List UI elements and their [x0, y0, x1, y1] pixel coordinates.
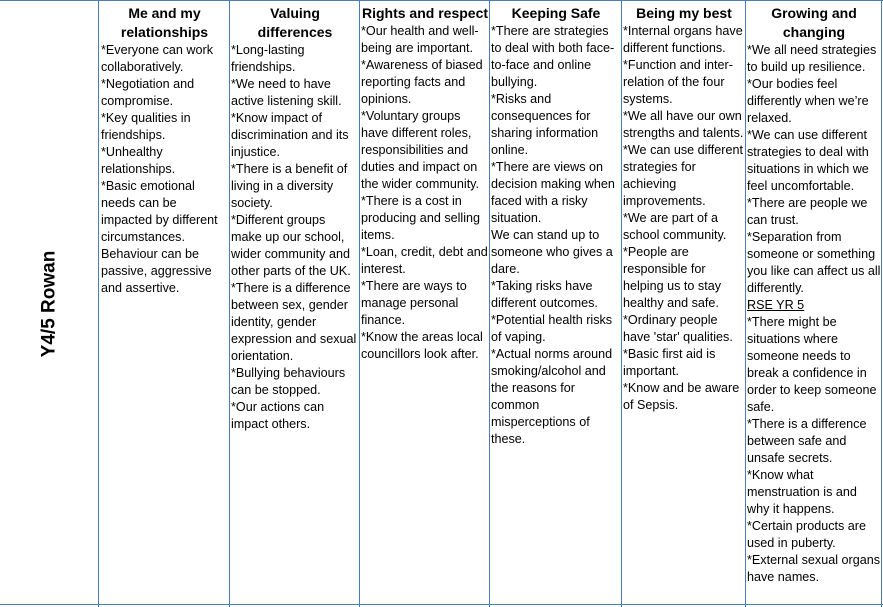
list-item: *Risks and consequences for sharing information online.	[491, 92, 599, 157]
column-heading: Being my best	[636, 5, 732, 21]
rse-subheading: RSE YR 5	[747, 298, 805, 312]
list-item: *Know the areas local councillors look after.	[361, 330, 483, 361]
list-item: *We are part of a school community.	[623, 211, 727, 242]
list-item: *Different groups make up our school, wider community and other parts of the UK.	[231, 213, 351, 278]
list-item: *We all need strategies to build up resilience.	[747, 43, 877, 74]
list-item: *Function and inter-relation of the four systems.	[623, 58, 733, 106]
list-item: *Separation from someone or something you like can affect us all differently.	[747, 230, 881, 295]
list-item: *There are strategies to deal with both face-to-face and online bullying.	[491, 24, 615, 89]
list-item: *Know what menstruation is and why it happens.	[747, 468, 857, 516]
list-item: *Our health and well-being are important.	[361, 24, 479, 55]
column-heading: Me and my relationships	[120, 5, 209, 40]
column-me-and-my-relationships	[101, 4, 228, 604]
column-heading: Growing and changing	[771, 5, 857, 40]
list-item: *Long-lasting friendships.	[231, 43, 305, 74]
list-item: *There is a difference between sex, gender identity, gender expression and sexual orientation.	[231, 281, 357, 363]
list-item: *Our bodies feel differently when we’re relaxed.	[747, 77, 869, 125]
column-valuing-differences	[231, 4, 359, 604]
list-item: *People are responsible for helping us to stay healthy and safe.	[623, 245, 722, 310]
list-item: *There is a benefit of living in a diversity society.	[231, 162, 348, 210]
column-heading: Keeping Safe	[511, 5, 601, 21]
list-item: *Taking risks have different outcomes.	[491, 279, 598, 310]
list-item: *Awareness of biased reporting facts and opinions.	[361, 58, 483, 106]
list-item: *There might be situations where someone needs to break a confidence in order to keep someone safe.	[747, 315, 877, 414]
row-label: Y4/5 Rowan	[38, 250, 59, 357]
list-item: *External sexual organs have names.	[747, 553, 881, 584]
list-item: *There are people we can trust.	[747, 196, 868, 227]
list-item: *There is a cost in producing and selling items.	[361, 194, 481, 242]
column-being-my-best	[623, 4, 745, 604]
row-divider	[0, 0, 883, 1]
list-item: *Certain products are used in puberty.	[747, 519, 867, 550]
column-rights-and-respect	[361, 4, 489, 604]
list-item: *Actual norms around smoking/alcohol and the reasons for common misperceptions of these.	[491, 347, 613, 446]
list-item: *There are views on decision making when faced with a risky situation.	[491, 160, 615, 225]
column-divider	[489, 0, 490, 607]
column-heading: Valuing differences	[257, 5, 333, 40]
column-items	[747, 42, 881, 586]
column-heading: Rights and respect	[361, 5, 489, 21]
list-item: We can stand up to someone who gives a dare.	[491, 228, 613, 276]
column-items	[623, 23, 745, 414]
list-item: *We need to have active listening skill.	[231, 77, 342, 108]
column-divider	[229, 0, 230, 607]
list-item: *Key qualities in friendships.	[101, 111, 191, 142]
column-keeping-safe	[491, 4, 621, 604]
list-item: *Our actions can impact others.	[231, 400, 325, 431]
column-divider	[98, 0, 99, 607]
row-label-cell	[0, 0, 98, 607]
list-item: *Voluntary groups have different roles, responsibilities and duties and impact on the wider community.	[361, 109, 480, 191]
list-item: Behaviour can be passive, aggressive and assertive.	[101, 247, 212, 295]
column-divider	[621, 0, 622, 607]
column-divider	[745, 0, 746, 607]
list-item: *Know and be aware of Sepsis.	[623, 381, 740, 412]
list-item: *Negotiation and compromise.	[101, 77, 195, 108]
list-item: *Ordinary people have 'star' qualities.	[623, 313, 733, 344]
column-divider	[359, 0, 360, 607]
list-item: *There is a difference between safe and unsafe secrets.	[747, 417, 867, 465]
column-items	[231, 42, 359, 433]
list-item: *Loan, credit, debt and interest.	[361, 245, 488, 276]
list-item: *Potential health risks of vaping.	[491, 313, 613, 344]
list-item: *Internal organs have different functions.	[623, 24, 743, 55]
column-divider	[881, 0, 882, 607]
list-item: *Bullying behaviours can be stopped.	[231, 366, 346, 397]
column-items	[361, 23, 489, 363]
column-growing-and-changing	[747, 4, 881, 604]
list-item: *We all have our own strengths and talents. *We can use different strategies for achieving improvements.	[623, 109, 744, 208]
list-item: *Unhealthy relationships.	[101, 145, 176, 176]
list-item: *Know impact of discrimination and its injustice.	[231, 111, 349, 159]
column-items	[101, 42, 228, 297]
list-item: *There are ways to manage personal finance.	[361, 279, 467, 327]
list-item: *Basic emotional needs can be impacted by different circumstances.	[101, 179, 218, 244]
column-items	[491, 23, 621, 448]
row-divider	[0, 604, 883, 605]
list-item: *We can use different strategies to deal with situations in which we feel uncomfortable.	[747, 128, 869, 193]
list-item: *Everyone can work collaboratively.	[101, 43, 213, 74]
list-item: *Basic first aid is important.	[623, 347, 716, 378]
